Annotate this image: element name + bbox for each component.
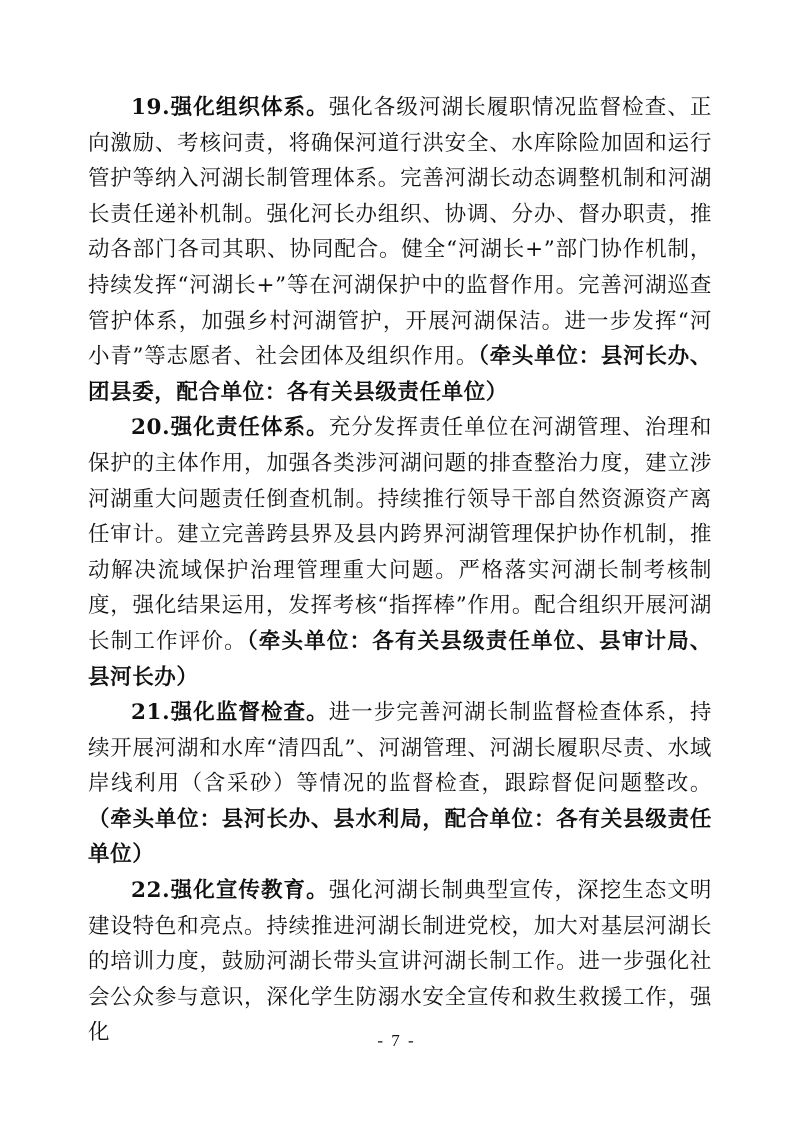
paragraph-note: （牵头单位：县河长办、团县委，配合单位：各有关县级责任单位） — [88, 344, 712, 405]
paragraph-heading: 20.强化责任体系。 — [131, 415, 329, 441]
paragraph-21 — [88, 695, 712, 873]
paragraph-20 — [88, 410, 712, 695]
document-page — [88, 90, 712, 1051]
paragraph-heading: 19.强化组织体系。 — [131, 95, 329, 120]
paragraph-body: 充分发挥责任单位在河湖管理、治理和保护的主体作用，加强各类涉河湖问题的排查整治力度，建立涉河湖重大问题责任倒查机制。持续推行领导干部自然资源资产离任审计。建立完善跨县界及县内跨界河湖管理保护协作机制，推动解决流域保护治理管理重大问题。严格落实河湖长制考核制度，强化结果运用，发挥考核“指挥棒”作用。配合组织开展河湖长制工作评价。 — [88, 415, 712, 654]
paragraph-note: （牵头单位：县河长办、县水利局，配合单位：各有关县级责任单位） — [88, 806, 712, 868]
paragraph-body: 强化河湖长制典型宣传，深挖生态文明建设特色和亮点。持续推进河湖长制进党校，加大对基层河湖长的培训力度，鼓励河湖长带头宣讲河湖长制工作。进一步强化社会公众参与意识，深化学生防溺水安全宣传和救生救援工作，强化 — [88, 878, 712, 1046]
paragraph-note: （牵头单位：各有关县级责任单位、县审计局、县河长办） — [88, 628, 713, 690]
paragraph-heading: 22.强化宣传教育。 — [131, 878, 329, 904]
paragraph-22 — [88, 873, 712, 1051]
paragraph-19 — [88, 90, 712, 410]
page-number: - 7 - — [377, 1031, 416, 1050]
paragraph-body: 进一步完善河湖长制监督检查体系，持续开展河湖和水库“清四乱”、河湖管理、河湖长履职尽责、水域岸线利用（含采砂）等情况的监督检查，跟踪督促问题整改。 — [88, 700, 712, 797]
paragraph-heading: 21.强化监督检查。 — [131, 700, 329, 726]
paragraph-body: 强化各级河湖长履职情况监督检查、正向激励、考核问责，将确保河道行洪安全、水库除险加固和运行管护等纳入河湖长制管理体系。完善河湖长动态调整机制和河湖长责任递补机制。强化河长办组织、协调、分办、督办职责，推动各部门各司其职、协同配合。健全“河湖长+”部门协作机制，持续发挥“河湖长+”等在河湖保护中的监督作用。完善河湖巡查管护体系，加强乡村河湖管护，开展河湖保洁。进一步发挥“河小青”等志愿者、社会团体及组织作用。 — [88, 95, 712, 370]
